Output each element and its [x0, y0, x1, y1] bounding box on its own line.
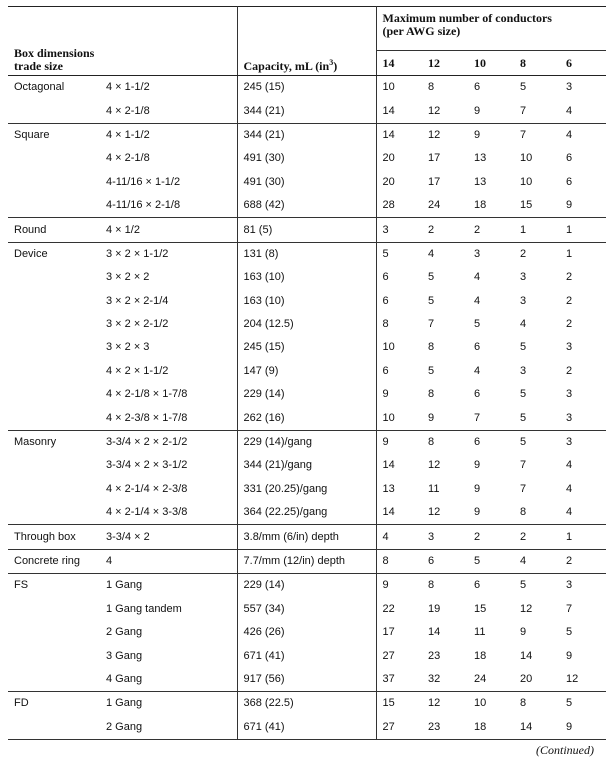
conductor-count-cell: 12	[520, 602, 533, 615]
conductor-count-cell: 9	[474, 506, 481, 519]
conductor-count-cell: 6	[382, 271, 389, 284]
capacity-label-close: )	[333, 59, 338, 73]
conductor-count-cell: 18	[468, 716, 514, 740]
capacity-cell: 163 (10)	[237, 290, 376, 313]
conductor-count-cell: 5	[520, 411, 527, 424]
conductor-count-cell: 2	[566, 271, 573, 284]
table-row	[8, 336, 606, 359]
conductor-count-cell: 12	[428, 506, 441, 519]
capacity-cell: 163 (10)	[237, 266, 376, 289]
conductor-count-cell: 7	[566, 602, 573, 615]
conductor-count-cell: 5	[376, 242, 422, 266]
conductor-count-cell: 3	[566, 388, 573, 401]
capacity-cell: 147 (9)	[237, 360, 376, 383]
conductor-count-cell: 32	[428, 672, 441, 685]
box-type-cell: Device	[8, 242, 100, 266]
box-type-cell	[8, 171, 100, 194]
table-row	[8, 218, 606, 242]
conductor-count-cell: 3	[560, 574, 606, 598]
capacity-cell: 262 (16)	[237, 406, 376, 430]
conductor-count-cell: 8	[422, 574, 468, 598]
box-type-cell: Octagonal	[14, 81, 65, 94]
table-body	[8, 76, 606, 740]
table-row	[8, 313, 606, 336]
conductor-count-cell: 2	[422, 218, 468, 242]
trade-size-cell: 4	[100, 549, 237, 573]
awg-header-cell: 10	[468, 51, 514, 76]
conductor-count-cell: 5	[514, 430, 560, 454]
capacity-cell: 81 (5)	[237, 218, 376, 242]
conductor-count-cell: 7	[474, 411, 481, 424]
capacity-cell: 344 (21)/gang	[237, 454, 376, 477]
table-row	[8, 549, 606, 573]
capacity-cell: 671 (41)	[237, 716, 376, 740]
conductor-count-cell: 2	[566, 294, 573, 307]
conductor-count-cell: 37	[382, 672, 395, 685]
conductor-count-cell: 2	[514, 525, 560, 549]
conductor-count-cell: 3	[566, 341, 573, 354]
conductor-count-cell: 2	[566, 364, 573, 377]
conductor-count-cell: 9	[428, 411, 435, 424]
conductor-count-cell: 5	[468, 549, 514, 573]
trade-size-cell: 3 × 2 × 1-1/2	[100, 242, 237, 266]
capacity-cell: 917 (56)	[237, 668, 376, 692]
conductor-count-cell: 27	[376, 716, 422, 740]
box-type-cell	[8, 290, 100, 313]
box-type-cell	[8, 644, 100, 667]
table-row	[8, 383, 606, 406]
conductor-count-cell: 9	[520, 626, 527, 639]
conductor-count-cell: 23	[428, 649, 441, 662]
capacity-cell: 245 (15)	[237, 76, 376, 100]
table-row	[8, 406, 606, 430]
box-type-cell	[8, 194, 100, 218]
table-row	[8, 501, 606, 525]
capacity-cell: 204 (12.5)	[237, 313, 376, 336]
conductor-count-cell: 3	[422, 525, 468, 549]
conductor-count-cell: 6	[382, 294, 389, 307]
conductor-count-cell: 17	[428, 175, 441, 188]
conductor-count-cell: 2	[468, 525, 514, 549]
conductor-count-cell: 7	[520, 482, 527, 495]
conductor-count-cell: 4	[560, 123, 606, 147]
conductor-count-cell: 8	[428, 341, 435, 354]
box-type-cell	[8, 598, 100, 621]
trade-size-cell: 3 × 2 × 3	[100, 336, 237, 359]
box-type-cell	[8, 313, 100, 336]
max-conductors-label: Maximum number of conductors	[382, 11, 552, 25]
box-type-cell	[8, 621, 100, 644]
box-type-cell	[8, 501, 100, 525]
conductor-count-cell: 28	[382, 199, 395, 212]
conductor-count-cell: 1	[560, 242, 606, 266]
table-row	[8, 525, 606, 549]
conductor-count-cell: 15	[376, 692, 422, 716]
capacity-cell: 229 (14)/gang	[237, 430, 376, 454]
conductor-count-cell: 3	[560, 430, 606, 454]
box-dimensions-header	[8, 7, 237, 76]
conductor-count-cell: 4	[376, 525, 422, 549]
conductor-count-cell: 20	[382, 175, 395, 188]
trade-size-cell: 2 Gang	[100, 621, 237, 644]
table-row	[8, 454, 606, 477]
conductor-count-cell: 5	[428, 364, 435, 377]
capacity-cell: 131 (8)	[237, 242, 376, 266]
conductor-count-cell: 17	[428, 152, 441, 165]
conductor-count-cell: 1	[560, 218, 606, 242]
conductor-count-cell: 14	[382, 104, 395, 117]
conductor-count-cell: 2	[566, 318, 573, 331]
conductor-count-cell: 6	[468, 430, 514, 454]
trade-size-cell: 1 Gang	[100, 692, 237, 716]
box-type-cell: Square	[8, 123, 100, 147]
conductor-count-cell: 14	[382, 459, 395, 472]
conductor-count-cell: 22	[382, 602, 395, 615]
conductor-count-cell: 12	[422, 123, 468, 147]
awg-header-cell: 6	[560, 51, 606, 76]
box-type-cell	[8, 360, 100, 383]
continued-note: (Continued)	[536, 743, 594, 757]
conductor-count-cell: 8	[428, 388, 435, 401]
trade-size-cell: 4 × 2-1/8	[100, 99, 237, 123]
conductor-count-cell: 8	[422, 430, 468, 454]
awg-header-cell: 8	[514, 51, 560, 76]
conductor-count-cell: 18	[474, 199, 487, 212]
table-row	[8, 266, 606, 289]
conductor-count-cell: 6	[382, 364, 389, 377]
box-type-cell	[8, 668, 100, 692]
capacity-cell: 368 (22.5)	[237, 692, 376, 716]
conductor-capacity-table	[8, 6, 606, 740]
box-type-cell: FS	[8, 574, 100, 598]
conductor-count-cell: 8	[428, 81, 435, 94]
conductor-count-cell: 5	[566, 626, 573, 639]
trade-size-cell: 3-3/4 × 2 × 3-1/2	[100, 454, 237, 477]
trade-size-cell: 1 Gang	[100, 574, 237, 598]
table-row	[8, 360, 606, 383]
trade-size-cell: 4-11/16 × 2-1/8	[100, 194, 237, 218]
conductor-count-cell: 6	[422, 549, 468, 573]
trade-size-cell: 1 Gang tandem	[100, 598, 237, 621]
conductor-count-cell: 4	[566, 459, 573, 472]
table-row	[8, 430, 606, 454]
conductor-count-cell: 9	[376, 430, 422, 454]
table-row	[8, 290, 606, 313]
box-type-cell: Concrete ring	[8, 549, 100, 573]
conductor-count-cell: 4	[514, 549, 560, 573]
conductor-count-cell: 7	[520, 104, 527, 117]
awg-header-cell: 12	[422, 51, 468, 76]
conductor-count-cell: 6	[474, 81, 481, 94]
capacity-cell: 426 (26)	[237, 621, 376, 644]
conductor-count-cell: 10	[468, 692, 514, 716]
box-type-cell	[8, 99, 100, 123]
table-row	[8, 598, 606, 621]
conductor-count-cell: 17	[382, 626, 395, 639]
conductor-count-cell: 5	[428, 294, 435, 307]
capacity-cell: 688 (42)	[237, 194, 376, 218]
capacity-label: Capacity, mL (in	[243, 59, 330, 73]
conductor-count-cell: 5	[560, 692, 606, 716]
trade-size-cell: 4 × 2 × 1-1/2	[100, 360, 237, 383]
conductor-count-cell: 5	[520, 341, 527, 354]
capacity-unit-exponent: 3	[329, 58, 334, 67]
conductor-count-cell: 1	[514, 218, 560, 242]
trade-size-cell: 4 × 1/2	[100, 218, 237, 242]
conductor-count-cell: 3	[520, 271, 527, 284]
conductor-count-cell: 12	[428, 459, 441, 472]
conductor-count-cell: 2	[560, 549, 606, 573]
conductor-count-cell: 12	[566, 672, 579, 685]
conductor-count-cell: 2	[468, 218, 514, 242]
conductor-count-cell: 15	[474, 602, 487, 615]
capacity-cell: 331 (20.25)/gang	[237, 478, 376, 501]
trade-size-cell: 3-3/4 × 2 × 2-1/2	[100, 430, 237, 454]
table-row	[8, 478, 606, 501]
conductor-count-cell: 12	[422, 692, 468, 716]
capacity-cell: 491 (30)	[237, 147, 376, 170]
trade-size-cell: 2 Gang	[100, 716, 237, 740]
box-type-cell: FD	[8, 692, 100, 716]
trade-size-cell: 4 × 2-1/8	[100, 147, 237, 170]
conductor-count-cell: 14	[520, 649, 533, 662]
trade-size-cell: 4 Gang	[100, 668, 237, 692]
conductor-count-cell: 4	[566, 482, 573, 495]
table-row	[8, 574, 606, 598]
conductor-count-cell: 8	[520, 506, 527, 519]
conductor-count-cell: 11	[474, 626, 486, 639]
conductor-count-cell: 13	[382, 482, 395, 495]
conductor-count-cell: 4	[474, 294, 481, 307]
capacity-cell: 557 (34)	[237, 598, 376, 621]
conductor-count-cell: 9	[376, 574, 422, 598]
capacity-cell: 671 (41)	[237, 644, 376, 667]
trade-size-cell: 4 × 2-1/8 × 1-7/8	[100, 383, 237, 406]
conductor-count-cell: 9	[382, 388, 389, 401]
box-type-cell: Round	[8, 218, 100, 242]
conductor-count-cell: 7	[514, 123, 560, 147]
conductor-count-cell: 9	[474, 459, 481, 472]
conductor-count-cell: 7	[520, 459, 527, 472]
capacity-cell: 229 (14)	[237, 383, 376, 406]
box-type-cell	[8, 266, 100, 289]
conductor-count-cell: 8	[376, 549, 422, 573]
box-type-cell	[8, 406, 100, 430]
conductor-count-cell: 6	[566, 152, 573, 165]
conductor-count-cell: 6	[468, 574, 514, 598]
conductor-count-cell: 12	[428, 104, 441, 117]
conductor-count-cell: 14	[382, 506, 395, 519]
conductor-count-cell: 6	[474, 388, 481, 401]
conductor-count-cell: 24	[474, 672, 487, 685]
conductor-count-cell: 4	[474, 364, 481, 377]
conductor-count-cell: 11	[428, 482, 440, 495]
conductor-count-cell: 15	[520, 199, 533, 212]
trade-size-cell: 4 × 1-1/2	[100, 76, 237, 100]
conductor-count-cell: 3	[376, 218, 422, 242]
conductor-count-cell: 3	[520, 294, 527, 307]
trade-size-cell: 4 × 1-1/2	[100, 123, 237, 147]
conductor-count-cell: 5	[514, 574, 560, 598]
conductor-count-cell: 10	[382, 81, 395, 94]
table-row	[8, 692, 606, 716]
trade-size-cell: 3 × 2 × 2-1/4	[100, 290, 237, 313]
conductor-count-cell: 10	[520, 175, 533, 188]
conductor-count-cell: 8	[382, 318, 389, 331]
conductor-count-cell: 5	[474, 318, 481, 331]
conductor-count-cell: 3	[566, 411, 573, 424]
conductor-count-cell: 10	[520, 152, 533, 165]
conductor-count-cell: 9	[474, 482, 481, 495]
conductor-count-cell: 14	[428, 626, 441, 639]
conductor-count-cell: 7	[428, 318, 435, 331]
conductor-count-cell: 4	[566, 104, 573, 117]
conductor-count-cell: 14	[376, 123, 422, 147]
trade-size-cell: 3 × 2 × 2-1/2	[100, 313, 237, 336]
conductor-count-cell: 2	[514, 242, 560, 266]
trade-size-cell: 3 × 2 × 2	[100, 266, 237, 289]
trade-size-cell: 4 × 2-1/4 × 3-3/8	[100, 501, 237, 525]
conductor-count-cell: 3	[468, 242, 514, 266]
conductor-count-cell: 27	[382, 649, 395, 662]
conductor-count-cell: 9	[560, 716, 606, 740]
conductor-count-cell: 19	[428, 602, 441, 615]
capacity-cell: 491 (30)	[237, 171, 376, 194]
conductor-count-cell: 4	[422, 242, 468, 266]
table-row	[8, 621, 606, 644]
box-type-cell: Through box	[8, 525, 100, 549]
capacity-cell: 344 (21)	[237, 123, 376, 147]
conductor-count-cell: 5	[428, 271, 435, 284]
conductor-count-cell: 13	[474, 175, 487, 188]
conductor-count-cell: 20	[382, 152, 395, 165]
conductor-count-cell: 5	[520, 81, 527, 94]
table-row	[8, 242, 606, 266]
conductor-count-cell: 24	[428, 199, 441, 212]
trade-size-cell: 3-3/4 × 2	[100, 525, 237, 549]
conductor-count-cell: 4	[474, 271, 481, 284]
box-dimensions-label: Box dimensions	[14, 46, 95, 60]
trade-size-cell: 4 × 2-1/4 × 2-3/8	[100, 478, 237, 501]
conductor-count-cell: 14	[514, 716, 560, 740]
awg-header-cell: 14	[376, 51, 422, 76]
conductor-count-cell: 10	[382, 341, 395, 354]
conductor-count-cell: 10	[382, 411, 395, 424]
conductor-count-cell: 18	[474, 649, 487, 662]
box-type-cell	[8, 147, 100, 170]
conductor-count-cell: 13	[474, 152, 487, 165]
table-row	[8, 194, 606, 218]
conductor-count-cell: 3	[520, 364, 527, 377]
table-row	[8, 668, 606, 692]
conductor-count-cell: 9	[474, 104, 481, 117]
capacity-cell: 245 (15)	[237, 336, 376, 359]
awg-size-label: (per AWG size)	[382, 24, 461, 38]
conductor-count-cell: 23	[422, 716, 468, 740]
max-conductors-header	[376, 7, 606, 51]
capacity-cell: 7.7/mm (12/in) depth	[237, 549, 376, 573]
table-row	[8, 76, 606, 100]
conductor-count-cell: 9	[468, 123, 514, 147]
box-type-cell	[8, 383, 100, 406]
capacity-cell: 229 (14)	[237, 574, 376, 598]
box-type-cell	[8, 716, 100, 740]
conductor-table-page	[8, 6, 606, 757]
capacity-header	[237, 7, 376, 76]
conductor-count-cell: 20	[520, 672, 533, 685]
conductor-count-cell: 5	[520, 388, 527, 401]
capacity-cell: 344 (21)	[237, 99, 376, 123]
conductor-count-cell: 4	[520, 318, 527, 331]
conductor-count-cell: 6	[474, 341, 481, 354]
trade-size-cell: 4-11/16 × 1-1/2	[100, 171, 237, 194]
table-row	[8, 716, 606, 740]
trade-size-cell: 4 × 2-3/8 × 1-7/8	[100, 406, 237, 430]
conductor-count-cell: 6	[566, 175, 573, 188]
table-row	[8, 171, 606, 194]
box-type-cell: Masonry	[8, 430, 100, 454]
box-type-cell	[8, 478, 100, 501]
table-row	[8, 147, 606, 170]
box-type-cell	[8, 454, 100, 477]
conductor-count-cell: 8	[514, 692, 560, 716]
capacity-cell: 3.8/mm (6/in) depth	[237, 525, 376, 549]
table-row	[8, 99, 606, 123]
conductor-count-cell: 4	[566, 506, 573, 519]
box-type-cell	[8, 336, 100, 359]
trade-size-cell: 3 Gang	[100, 644, 237, 667]
conductor-count-cell: 9	[566, 649, 573, 662]
capacity-cell: 364 (22.25)/gang	[237, 501, 376, 525]
table-row	[8, 123, 606, 147]
conductor-count-cell: 1	[560, 525, 606, 549]
conductor-count-cell: 3	[566, 81, 573, 94]
table-row	[8, 644, 606, 667]
conductor-count-cell: 9	[566, 199, 573, 212]
trade-size-label: trade size	[14, 59, 63, 73]
